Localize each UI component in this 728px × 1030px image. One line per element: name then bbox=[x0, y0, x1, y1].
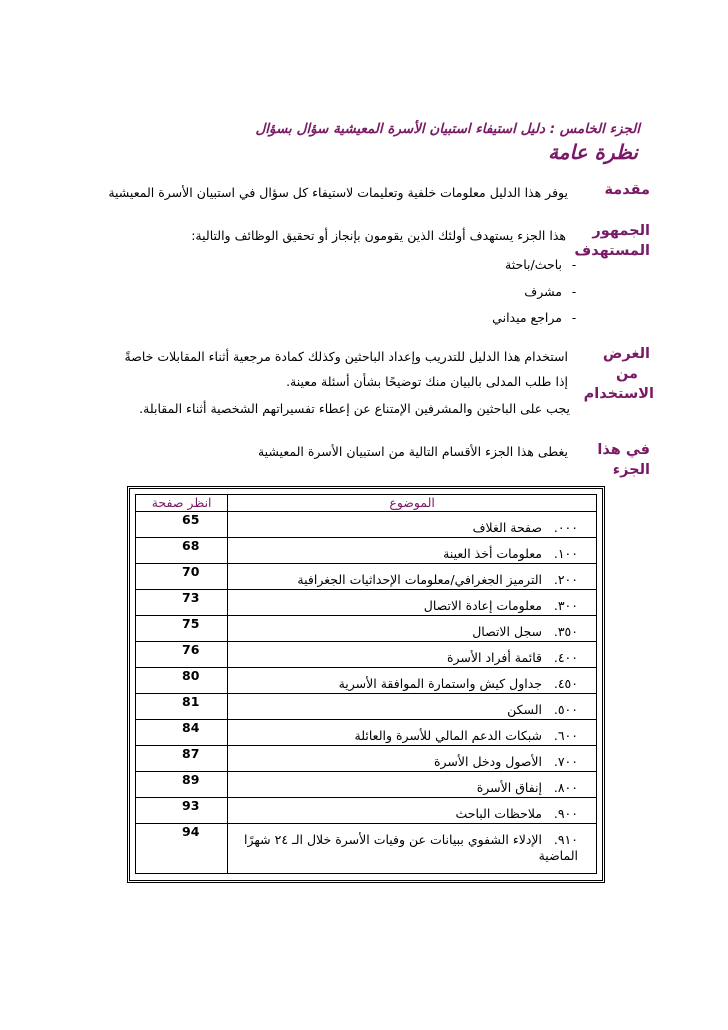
toc-frame bbox=[127, 486, 605, 883]
toc-page-cell bbox=[136, 564, 228, 590]
toc-page-cell bbox=[136, 746, 228, 772]
toc-body bbox=[136, 512, 597, 874]
toc-topic bbox=[228, 720, 596, 744]
coverage-label-line-2: الجزء bbox=[612, 462, 650, 478]
toc-page-number: 70 bbox=[182, 564, 200, 579]
toc-page-number: 80 bbox=[182, 668, 200, 683]
purpose-label-line-1: الغرض bbox=[602, 346, 650, 362]
list-item bbox=[492, 310, 580, 325]
toc-section-title: الأصول ودخل الأسرة bbox=[433, 754, 542, 769]
toc-section-number: ٣٥٠. bbox=[553, 624, 578, 639]
toc-section-number: ١٠٠. bbox=[553, 546, 578, 561]
purpose-label-line-3: الاستخدام bbox=[583, 386, 654, 402]
table-row bbox=[136, 772, 597, 798]
toc-page-number: 81 bbox=[182, 694, 200, 709]
toc-topic-cell bbox=[228, 798, 597, 824]
table-row bbox=[136, 642, 597, 668]
list-dash: - bbox=[571, 257, 577, 272]
toc-section-title: قائمة أفراد الأسرة bbox=[446, 650, 542, 665]
toc-section-title: معلومات أخذ العينة bbox=[443, 546, 542, 561]
toc-section-number: ٣٠٠. bbox=[553, 598, 578, 613]
toc-topic bbox=[228, 668, 596, 692]
toc-page-cell bbox=[136, 590, 228, 616]
table-row bbox=[136, 616, 597, 642]
list-item-text: مشرف bbox=[524, 284, 562, 299]
toc-page-cell bbox=[136, 694, 228, 720]
toc-header-row bbox=[136, 495, 597, 512]
toc-topic-cell bbox=[228, 538, 597, 564]
purpose-label-line-2: من bbox=[615, 366, 638, 382]
page-header-title: الجزء الخامس : دليل استيفاء استبيان الأسرة المعيشية سؤال بسؤال bbox=[255, 121, 640, 137]
table-row bbox=[136, 668, 597, 694]
toc-topic-cell bbox=[228, 512, 597, 538]
table-row bbox=[136, 746, 597, 772]
toc-section-number: ٧٠٠. bbox=[553, 754, 578, 769]
toc-section-title: معلومات إعادة الاتصال bbox=[423, 598, 542, 613]
toc-page-cell bbox=[136, 798, 228, 824]
toc-topic-cell bbox=[228, 668, 597, 694]
toc-page-number: 76 bbox=[182, 642, 200, 657]
page-overview-heading: نظرة عامة bbox=[548, 140, 638, 164]
coverage-label bbox=[580, 440, 650, 480]
audience-label bbox=[574, 221, 650, 261]
toc-topic bbox=[228, 824, 596, 864]
toc-topic-cell bbox=[228, 590, 597, 616]
toc-section-title: سجل الاتصال bbox=[472, 624, 542, 639]
toc-section-number: ٨٠٠. bbox=[553, 780, 578, 795]
audience-label-line-2: المستهدف bbox=[574, 243, 650, 259]
toc-section-title: جداول كيش واستمارة الموافقة الأسرية bbox=[338, 676, 542, 691]
toc-page-cell bbox=[136, 616, 228, 642]
toc-header-page: انظر صفحة bbox=[136, 495, 228, 512]
toc-section-number: ٥٠٠. bbox=[553, 702, 578, 717]
toc-page-cell bbox=[136, 668, 228, 694]
list-item-text: باحث/باحثة bbox=[505, 257, 562, 272]
toc-section-number: ٤٠٠. bbox=[553, 650, 578, 665]
toc-section-number: ٩١٠. bbox=[553, 832, 578, 847]
toc-page-cell bbox=[136, 538, 228, 564]
list-item bbox=[524, 284, 580, 299]
table-row bbox=[136, 538, 597, 564]
toc-topic bbox=[228, 538, 596, 562]
toc-section-number: ٦٠٠. bbox=[553, 728, 578, 743]
table-row bbox=[136, 798, 597, 824]
toc-section-title: ملاحظات الباحث bbox=[455, 806, 542, 821]
table-row bbox=[136, 824, 597, 874]
list-item-text: مراجع ميداني bbox=[492, 310, 562, 325]
toc-topic bbox=[228, 512, 596, 536]
toc-section-title: صفحة الغلاف bbox=[472, 520, 542, 535]
toc-topic-cell bbox=[228, 564, 597, 590]
coverage-label-line-1: في هذا bbox=[597, 442, 650, 458]
toc-page-cell bbox=[136, 772, 228, 798]
toc-page-cell bbox=[136, 642, 228, 668]
list-item bbox=[505, 257, 580, 272]
toc-section-title: السكن bbox=[507, 702, 542, 717]
purpose-line-2: إذا طلب المدلى بالبيان منك توضيحًا بشأن أسئلة معينة. bbox=[286, 374, 568, 389]
toc-section-title: الترميز الجغرافي/معلومات الإحداثيات الجغرافية bbox=[297, 572, 542, 587]
table-row bbox=[136, 720, 597, 746]
audience-text: هذا الجزء يستهدف أولئك الذين يقومون بإنجاز أو تحقيق الوظائف والتالية: bbox=[191, 228, 566, 243]
purpose-line-1: استخدام هذا الدليل للتدريب وإعداد الباحثين وكذلك كمادة مرجعية أثناء المقابلات خاصةً bbox=[124, 349, 568, 364]
intro-label: مقدمة bbox=[604, 182, 650, 198]
purpose-label bbox=[580, 344, 654, 404]
toc-section-title: إنفاق الأسرة bbox=[476, 780, 542, 795]
audience-label-line-1: الجمهور bbox=[592, 223, 650, 239]
toc-topic-cell bbox=[228, 616, 597, 642]
toc-topic bbox=[228, 798, 596, 822]
list-dash: - bbox=[571, 310, 577, 325]
table-row bbox=[136, 590, 597, 616]
table-row bbox=[136, 694, 597, 720]
toc-topic-cell bbox=[228, 772, 597, 798]
table-row bbox=[136, 564, 597, 590]
toc-section-title: شبكات الدعم المالي للأسرة والعائلة bbox=[354, 728, 542, 743]
toc-header-topic: الموضوع bbox=[228, 495, 597, 512]
table-row bbox=[136, 512, 597, 538]
toc-topic bbox=[228, 746, 596, 770]
toc-topic bbox=[228, 772, 596, 796]
toc-topic bbox=[228, 694, 596, 718]
toc-section-title: الإدلاء الشفوي ببيانات عن وفيات الأسرة خلال الـ ٢٤ شهرًا الماضية bbox=[244, 832, 578, 863]
toc-page-number: 73 bbox=[182, 590, 200, 605]
toc-topic bbox=[228, 616, 596, 640]
toc-section-number: ٤٥٠. bbox=[553, 676, 578, 691]
toc-section-number: ٠٠٠. bbox=[553, 520, 578, 535]
toc-page-number: 68 bbox=[182, 538, 200, 553]
toc-topic bbox=[228, 642, 596, 666]
toc-topic-cell bbox=[228, 746, 597, 772]
toc-section-number: ٩٠٠. bbox=[553, 806, 578, 821]
toc-topic bbox=[228, 564, 596, 588]
intro-text: يوفر هذا الدليل معلومات خلفية وتعليمات لاستيفاء كل سؤال في استبيان الأسرة المعيشية bbox=[108, 185, 568, 200]
list-dash: - bbox=[571, 284, 577, 299]
toc-page-number: 75 bbox=[182, 616, 200, 631]
toc-table bbox=[135, 494, 597, 874]
toc-page-number: 84 bbox=[182, 720, 200, 735]
toc-page-cell bbox=[136, 720, 228, 746]
toc-topic-cell bbox=[228, 824, 597, 874]
toc-page-number: 89 bbox=[182, 772, 200, 787]
toc-page-cell bbox=[136, 824, 228, 874]
toc-section-number: ٢٠٠. bbox=[553, 572, 578, 587]
toc-page-number: 87 bbox=[182, 746, 200, 761]
toc-page-number: 65 bbox=[182, 512, 200, 527]
toc-topic-cell bbox=[228, 642, 597, 668]
toc-page-cell bbox=[136, 512, 228, 538]
toc-page-number: 93 bbox=[182, 798, 200, 813]
toc-topic-cell bbox=[228, 694, 597, 720]
toc-topic-cell bbox=[228, 720, 597, 746]
purpose-line-3: يجب على الباحثين والمشرفين الإمتناع عن إعطاء تفسيراتهم الشخصية أثناء المقابلة. bbox=[139, 401, 570, 416]
toc-topic bbox=[228, 590, 596, 614]
toc-page-number: 94 bbox=[182, 824, 200, 839]
coverage-text: يغطى هذا الجزء الأقسام التالية من استبيان الأسرة المعيشية bbox=[257, 444, 568, 459]
